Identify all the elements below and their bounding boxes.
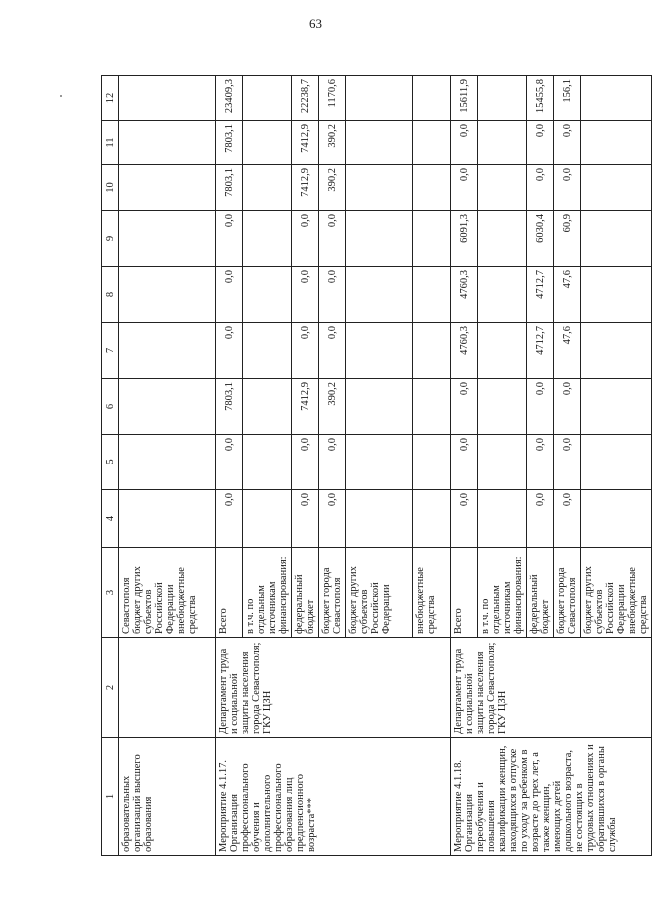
value-cell: 23409,3 (216, 76, 243, 121)
value-cell: 390,2 (319, 165, 346, 211)
table-row (119, 76, 216, 856)
column-header: 6 (102, 379, 119, 435)
value-cell (581, 76, 652, 121)
value-cell: 47,6 (554, 323, 581, 379)
value-cell (243, 211, 292, 267)
value-cell: 390,2 (319, 379, 346, 435)
value-cell (119, 323, 216, 379)
value-cell (478, 379, 527, 435)
value-cell: 0,0 (554, 490, 581, 548)
value-cell (346, 165, 413, 211)
activity-cell: Мероприятие 4.1.18. Организация переобучения и повышения квалификации женщин, находящихся в отпуске по уходу за ребенком в возрасте до трех лет, а также женщин, имеющих детей дошкольного возраста, не состоящих в трудовых отношениях и обратившихся в органы службы (451, 738, 652, 856)
value-cell: 7412,9 (292, 165, 319, 211)
value-cell: 156,1 (554, 76, 581, 121)
source-cell: федеральный бюджет (292, 548, 319, 638)
value-cell: 0,0 (216, 211, 243, 267)
source-cell: Севастополя бюджет других субъектов Российской Федерации внебюджетные средства (119, 548, 216, 638)
value-cell (119, 379, 216, 435)
value-cell: 0,0 (216, 323, 243, 379)
executor-cell (119, 638, 216, 738)
value-cell: 390,2 (319, 121, 346, 165)
source-cell: федеральный бюджет (527, 548, 554, 638)
source-cell: внебюджетные средства (413, 548, 451, 638)
source-cell: бюджет других субъектов Российской Федерации (346, 548, 413, 638)
value-cell (243, 490, 292, 548)
column-header: 2 (102, 638, 119, 738)
value-cell: 0,0 (554, 435, 581, 490)
value-cell: 1170,6 (319, 76, 346, 121)
value-cell: 15455,8 (527, 76, 554, 121)
value-cell (119, 121, 216, 165)
source-cell: в т.ч. по отдельным источникам финансирования: (243, 548, 292, 638)
value-cell: 0,0 (451, 165, 478, 211)
activity-cell: образовательных организаций высшего образования (119, 738, 216, 856)
value-cell: 60,9 (554, 211, 581, 267)
value-cell (413, 379, 451, 435)
value-cell (478, 267, 527, 323)
value-cell (346, 435, 413, 490)
value-cell: 0,0 (216, 490, 243, 548)
value-cell: 0,0 (292, 435, 319, 490)
value-cell: 0,0 (451, 490, 478, 548)
value-cell (346, 379, 413, 435)
table-row (451, 76, 478, 856)
value-cell (346, 323, 413, 379)
value-cell (581, 490, 652, 548)
executor-cell: Департамент труда и социальной защиты населения города Севастополя; ГКУ ЦЗН (216, 638, 451, 738)
column-header: 8 (102, 267, 119, 323)
value-cell (346, 211, 413, 267)
executor-cell: Департамент труда и социальной защиты населения города Севастополя; ГКУ ЦЗН (451, 638, 652, 738)
value-cell (243, 435, 292, 490)
value-cell: 47,6 (554, 267, 581, 323)
value-cell (413, 490, 451, 548)
value-cell (243, 267, 292, 323)
value-cell: 0,0 (292, 211, 319, 267)
value-cell: 0,0 (554, 165, 581, 211)
value-cell (346, 267, 413, 323)
value-cell (243, 121, 292, 165)
table-row (216, 76, 243, 856)
column-header: 10 (102, 165, 119, 211)
value-cell: 0,0 (527, 165, 554, 211)
value-cell: 0,0 (319, 267, 346, 323)
column-header: 11 (102, 121, 119, 165)
value-cell (413, 76, 451, 121)
value-cell (581, 211, 652, 267)
column-header: 9 (102, 211, 119, 267)
value-cell: 0,0 (451, 435, 478, 490)
value-cell: 0,0 (216, 267, 243, 323)
source-cell: бюджет города Севастополя (554, 548, 581, 638)
value-cell: 0,0 (527, 435, 554, 490)
value-cell: 0,0 (554, 379, 581, 435)
value-cell: 15611,9 (451, 76, 478, 121)
value-cell (413, 435, 451, 490)
value-cell: 4760,3 (451, 323, 478, 379)
column-header: 12 (102, 76, 119, 121)
source-cell: бюджет других субъектов Российской Федерации внебюджетные средства (581, 548, 652, 638)
value-cell (243, 323, 292, 379)
value-cell: 0,0 (292, 323, 319, 379)
value-cell: 0,0 (292, 490, 319, 548)
source-cell: в т.ч. по отдельным источникам финансирования: (478, 548, 527, 638)
activity-cell: Мероприятие 4.1.17. Организация профессионального обучения и дополнительного профессионального образования лиц предпенсионного возраста*** (216, 738, 451, 856)
value-cell (243, 76, 292, 121)
value-cell: 0,0 (527, 121, 554, 165)
value-cell (478, 76, 527, 121)
value-cell (413, 211, 451, 267)
column-header: 4 (102, 490, 119, 548)
scan-speck (60, 95, 62, 97)
value-cell: 0,0 (216, 435, 243, 490)
value-cell (413, 165, 451, 211)
column-header: 5 (102, 435, 119, 490)
value-cell: 0,0 (527, 379, 554, 435)
page-number: 63 (309, 16, 322, 31)
value-cell (478, 435, 527, 490)
value-cell (478, 490, 527, 548)
value-cell: 0,0 (292, 267, 319, 323)
value-cell (581, 435, 652, 490)
value-cell (119, 490, 216, 548)
value-cell: 0,0 (451, 121, 478, 165)
value-cell (413, 267, 451, 323)
value-cell: 0,0 (319, 323, 346, 379)
value-cell: 7412,9 (292, 121, 319, 165)
value-cell (119, 76, 216, 121)
source-cell: бюджет города Севастополя (319, 548, 346, 638)
value-cell (119, 211, 216, 267)
value-cell (581, 121, 652, 165)
value-cell (243, 165, 292, 211)
value-cell (478, 121, 527, 165)
value-cell (119, 267, 216, 323)
value-cell: 6091,3 (451, 211, 478, 267)
value-cell (581, 323, 652, 379)
budget-table (101, 75, 652, 856)
value-cell: 0,0 (319, 435, 346, 490)
value-cell: 4712,7 (527, 267, 554, 323)
value-cell (581, 165, 652, 211)
value-cell (119, 165, 216, 211)
value-cell (346, 121, 413, 165)
value-cell: 0,0 (451, 379, 478, 435)
value-cell: 0,0 (319, 490, 346, 548)
source-cell: Всего (216, 548, 243, 638)
value-cell: 22238,7 (292, 76, 319, 121)
value-cell (413, 121, 451, 165)
value-cell (413, 323, 451, 379)
value-cell (346, 490, 413, 548)
value-cell (243, 379, 292, 435)
value-cell (346, 76, 413, 121)
value-cell: 7803,1 (216, 121, 243, 165)
column-header: 1 (102, 738, 119, 856)
value-cell: 4760,3 (451, 267, 478, 323)
column-header: 7 (102, 323, 119, 379)
header-row (102, 76, 119, 856)
value-cell (478, 211, 527, 267)
value-cell: 0,0 (319, 211, 346, 267)
value-cell: 0,0 (527, 490, 554, 548)
value-cell: 7803,1 (216, 379, 243, 435)
value-cell (478, 323, 527, 379)
value-cell (478, 165, 527, 211)
source-cell: Всего (451, 548, 478, 638)
value-cell (581, 379, 652, 435)
value-cell (119, 435, 216, 490)
value-cell: 7412,9 (292, 379, 319, 435)
value-cell: 7803,1 (216, 165, 243, 211)
value-cell: 4712,7 (527, 323, 554, 379)
value-cell: 0,0 (554, 121, 581, 165)
value-cell (581, 267, 652, 323)
column-header: 3 (102, 548, 119, 638)
rotated-table-container (101, 76, 649, 856)
value-cell: 6030,4 (527, 211, 554, 267)
